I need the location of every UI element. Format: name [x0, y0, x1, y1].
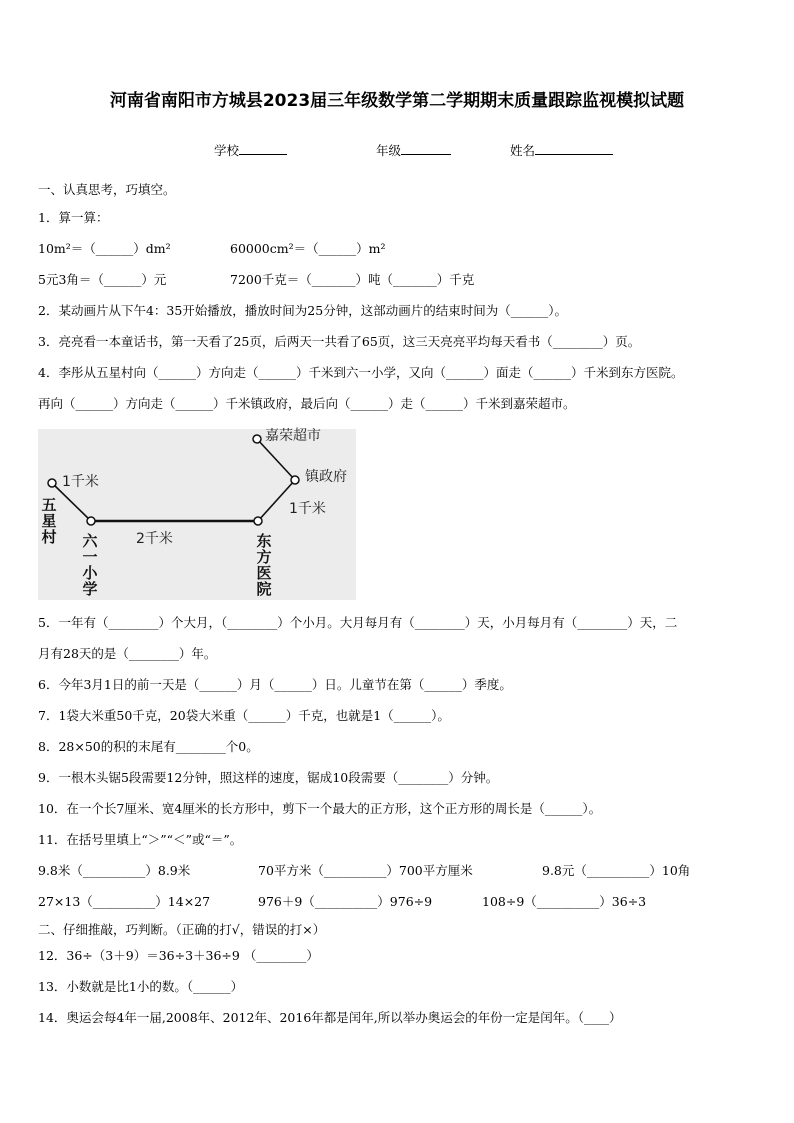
label-dongfang-hospital: 东方医院 — [256, 532, 272, 598]
question-5-line-2: 月有28天的是（________）年。 — [38, 646, 217, 661]
name-label: 姓名 — [510, 143, 536, 158]
label-wuxing-village: 五星村 — [41, 496, 57, 546]
label-jiarong-supermarket: 嘉荣超市 — [265, 428, 321, 444]
question-4-line-1: 4．李彤从五星村向（______）方向走（______）千米到六一小学，又向（______）面走（______）千米到东方医院。 — [38, 365, 684, 380]
route-map — [38, 429, 356, 600]
question-14: 14．奥运会每4年一届,2008年、2012年、2016年都是闰年,所以举办奥运会的年份一定是闰年。（____） — [38, 1010, 622, 1025]
question-12: 12．36÷（3＋9）＝36÷3＋36÷9 （________） — [38, 948, 319, 963]
compare-item: 9.8米（__________）8.9米 — [38, 863, 191, 878]
label-distance-1: 1千米 — [62, 474, 99, 490]
compare-item: 108÷9（__________）36÷3 — [482, 894, 647, 909]
compare-item: 9.8元（__________）10角 — [542, 863, 691, 878]
name-blank[interactable] — [535, 142, 613, 155]
compare-item: 70平方米（__________）700平方厘米 — [258, 863, 473, 878]
page-title: 河南省南阳市方城县2023届三年级数学第二学期期末质量跟踪监视模拟试题 — [109, 91, 685, 111]
question-6: 6．今年3月1日的前一天是（______）月（______）日。儿童节在第（______）季度。 — [38, 677, 512, 692]
question-13: 13．小数就是比1小的数。（______） — [38, 979, 244, 994]
compare-item: 976＋9（__________）976÷9 — [258, 894, 433, 909]
question-3: 3．亮亮看一本童话书，第一天看了25页，后两天一共看了65页，这三天亮亮平均每天看书（________）页。 — [38, 334, 641, 349]
grade-field — [376, 141, 451, 159]
label-distance-3: 1千米 — [289, 501, 326, 517]
school-label: 学校 — [214, 143, 240, 158]
question-7: 7．1袋大米重50千克，20袋大米重（______）千克，也就是1（______）。 — [38, 708, 450, 723]
question-4-line-2: 再向（______）方向走（______）千米镇政府，最后向（______）走（______）千米到嘉荣超市。 — [38, 396, 576, 411]
label-liuyi-school: 六一小学 — [82, 532, 98, 598]
section-1-heading: 一、认真思考，巧填空。 — [38, 182, 176, 197]
section-2-heading: 二、仔细推敲，巧判断。（正确的打√，错误的打×） — [38, 922, 326, 937]
question-1b: 60000cm²＝（______）m² — [230, 241, 386, 256]
grade-blank[interactable] — [401, 142, 451, 155]
grade-label: 年级 — [376, 143, 402, 158]
question-5-line-1: 5．一年有（________）个大月，（________）个小月。大月每月有（________）天，小月每月有（________）天，二 — [38, 615, 678, 630]
question-8: 8．28×50的积的末尾有________个0。 — [38, 739, 259, 754]
name-field — [510, 141, 613, 159]
question-10: 10．在一个长7厘米、宽4厘米的长方形中，剪下一个最大的正方形，这个正方形的周长是（______）。 — [38, 801, 602, 816]
question-1: 1．算一算： — [38, 210, 109, 225]
label-town-government: 镇政府 — [305, 469, 347, 485]
question-9: 9．一根木头锯5段需要12分钟，照这样的速度，锯成10段需要（________）分钟。 — [38, 770, 499, 785]
school-field — [214, 141, 287, 159]
question-1c: 5元3角＝（______）元 — [38, 272, 167, 287]
school-blank[interactable] — [239, 142, 287, 155]
question-1d: 7200千克＝（_______）吨（_______）千克 — [230, 272, 475, 287]
question-1a: 10m²＝（______）dm² — [38, 241, 171, 256]
question-11: 11．在括号里填上“＞”“＜”或“＝”。 — [38, 832, 243, 847]
compare-item: 27×13（__________）14×27 — [38, 894, 211, 909]
label-distance-2: 2千米 — [136, 531, 173, 547]
question-2: 2．某动画片从下午4：35开始播放，播放时间为25分钟，这部动画片的结束时间为（______）。 — [38, 303, 567, 318]
